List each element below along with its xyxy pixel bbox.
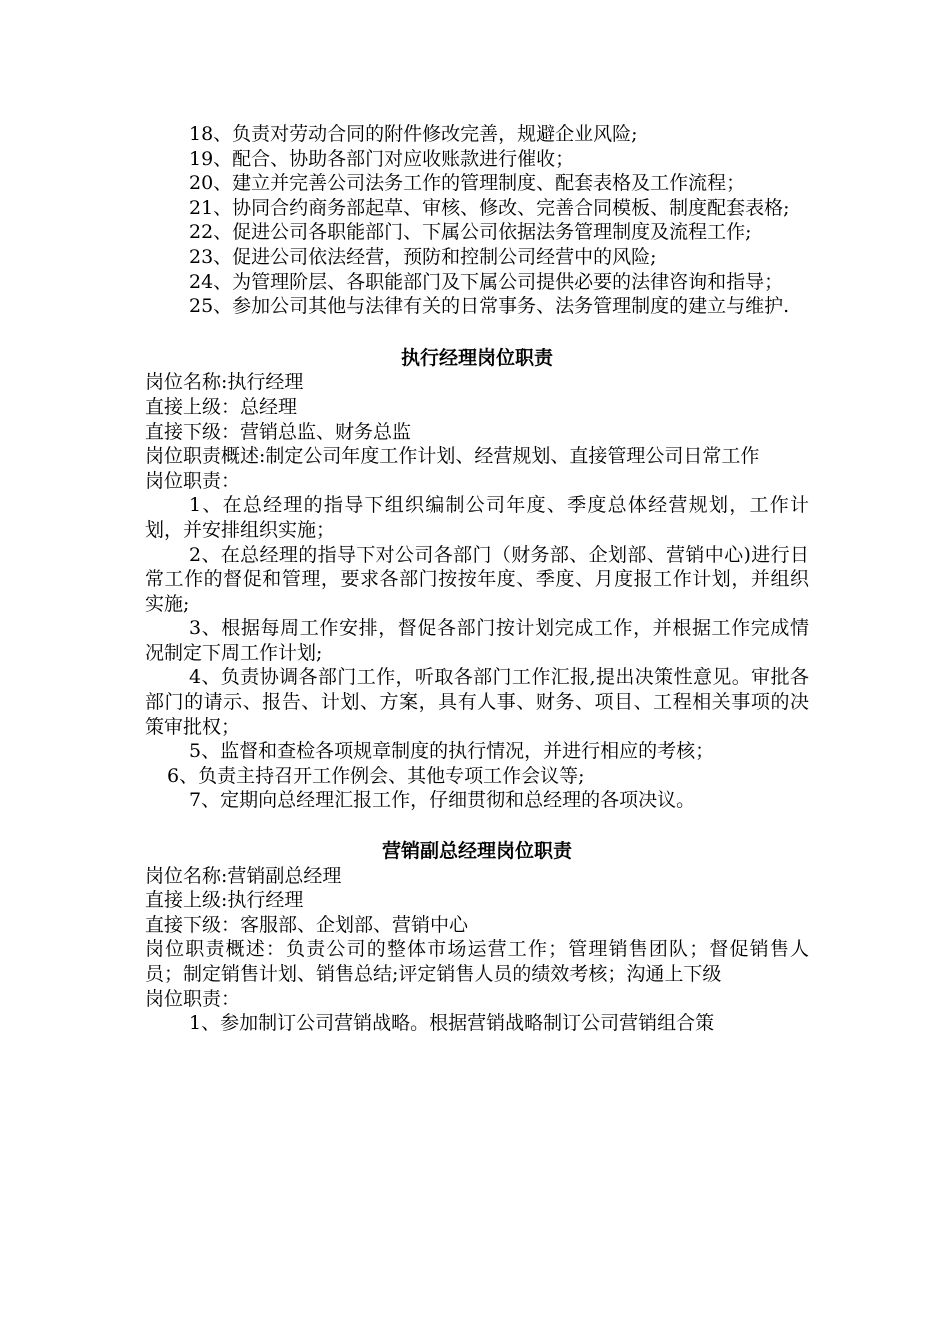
exec-position-name: 岗位名称:执行经理 xyxy=(145,371,304,394)
exec-duty-5: 5、监督和查检各项规章制度的执行情况，并进行相应的考核； xyxy=(189,740,715,763)
duty-item-25: 25、参加公司其他与法律有关的日常事务、法务管理制度的建立与维护. xyxy=(189,295,790,318)
document-page xyxy=(145,122,809,1036)
sales-overview: 岗位职责概述：负责公司的整体市场运营工作；管理销售团队；督促销售人员；制定销售计划、销售总结;评定销售人员的绩效考核；沟通上下级 xyxy=(145,938,809,985)
exec-duty-3: 3、根据每周工作安排，督促各部门按计划完成工作，并根据工作完成情况制定下周工作计划; xyxy=(145,617,809,664)
exec-subordinate: 直接下级：营销总监、财务总监 xyxy=(145,420,412,443)
exec-overview: 岗位职责概述:制定公司年度工作计划、经营规划、直接管理公司日常工作 xyxy=(145,445,760,468)
duty-item-22: 22、促进公司各职能部门、下属公司依据法务管理制度及流程工作; xyxy=(189,221,752,244)
duty-item-24: 24、为管理阶层、各职能部门及下属公司提供必要的法律咨询和指导； xyxy=(189,270,784,293)
exec-duties-label: 岗位职责： xyxy=(145,469,241,492)
duty-item-21: 21、协同合约商务部起草、审核、修改、完善合同模板、制度配套表格; xyxy=(189,196,790,219)
exec-superior: 直接上级：总经理 xyxy=(145,395,298,418)
sales-subordinate: 直接下级：客服部、企划部、营销中心 xyxy=(145,913,469,936)
sales-position-name: 岗位名称:营销副总经理 xyxy=(145,864,342,887)
sales-superior: 直接上级:执行经理 xyxy=(145,889,304,912)
exec-duty-6: 6、负责主持召开工作例会、其他专项工作会议等; xyxy=(167,764,585,787)
sales-duty-1: 1、参加制订公司营销战略。根据营销战略制订公司营销组合策 xyxy=(189,1012,715,1035)
duty-item-19: 19、配合、协助各部门对应收账款进行催收； xyxy=(189,147,575,170)
section-title-exec: 执行经理岗位职责 xyxy=(400,346,553,369)
exec-duty-2: 2、在总经理的指导下对公司各部门（财务部、企划部、营销中心)进行日常工作的督促和管理，要求各部门按按年度、季度、月度报工作计划，并组织实施; xyxy=(145,543,809,615)
duty-item-23: 23、促进公司依法经营，预防和控制公司经营中的风险; xyxy=(189,245,657,268)
duty-item-20: 20、建立并完善公司法务工作的管理制度、配套表格及工作流程； xyxy=(189,172,746,195)
exec-duty-1: 1、在总经理的指导下组织编制公司年度、季度总体经营规划，工作计划，并安排组织实施； xyxy=(145,494,809,541)
exec-duty-7: 7、定期向总经理汇报工作，仔细贯彻和总经理的各项决议。 xyxy=(189,789,696,812)
section-title-sales: 营销副总经理岗位职责 xyxy=(381,840,572,863)
duty-item-18: 18、负责对劳动合同的附件修改完善，规避企业风险; xyxy=(189,123,638,145)
exec-duty-4: 4、负责协调各部门工作，听取各部门工作汇报,提出决策性意见。审批各部门的请示、报告、计划、方案，具有人事、财务、项目、工程相关事项的决策审批权； xyxy=(145,666,809,738)
sales-duties-label: 岗位职责： xyxy=(145,987,241,1010)
